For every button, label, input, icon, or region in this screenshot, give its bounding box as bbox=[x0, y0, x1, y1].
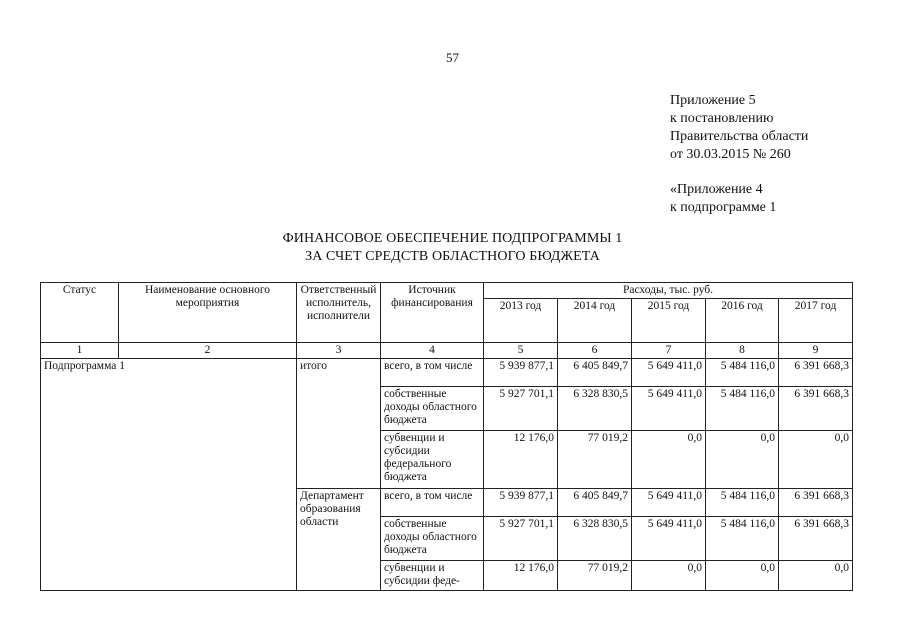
source-cell: всего, в том числе bbox=[381, 489, 484, 517]
page-number: 57 bbox=[446, 50, 459, 65]
value-cell: 5 649 411,0 bbox=[632, 387, 706, 431]
value-cell: 5 649 411,0 bbox=[632, 517, 706, 561]
value-cell: 0,0 bbox=[632, 431, 706, 489]
value-cell: 0,0 bbox=[706, 431, 779, 489]
table-row bbox=[41, 359, 853, 387]
appendix-reference-block bbox=[670, 181, 776, 217]
value-cell: 6 405 849,7 bbox=[558, 489, 632, 517]
value-cell: 5 939 877,1 bbox=[484, 489, 558, 517]
column-index: 5 bbox=[484, 343, 558, 359]
value-cell: 6 328 830,5 bbox=[558, 517, 632, 561]
value-cell: 5 484 116,0 bbox=[706, 359, 779, 387]
value-cell: 5 927 701,1 bbox=[484, 517, 558, 561]
header-name: Наименование основного мероприятия bbox=[119, 283, 297, 343]
appendix-line: к постановлению bbox=[670, 111, 774, 126]
executor-cell: Департамент образования области bbox=[297, 489, 381, 591]
value-cell: 6 391 668,3 bbox=[779, 359, 853, 387]
column-index: 9 bbox=[779, 343, 853, 359]
appendix-line: от 30.03.2015 № 260 bbox=[670, 147, 791, 162]
column-index: 6 bbox=[558, 343, 632, 359]
title-line: ЗА СЧЕТ СРЕДСТВ ОБЛАСТНОГО БЮДЖЕТА bbox=[305, 249, 600, 264]
value-cell: 0,0 bbox=[779, 431, 853, 489]
column-index: 1 bbox=[41, 343, 119, 359]
header-year: 2015 год bbox=[632, 299, 706, 343]
value-cell: 12 176,0 bbox=[484, 431, 558, 489]
source-cell: собственные доходы областного бюджета bbox=[381, 387, 484, 431]
source-cell: субвенции и субсидии федерального бюджета bbox=[381, 431, 484, 489]
header-year: 2016 год bbox=[706, 299, 779, 343]
column-index: 8 bbox=[706, 343, 779, 359]
value-cell: 0,0 bbox=[706, 561, 779, 591]
header-status: Статус bbox=[41, 283, 119, 343]
executor-cell: итого bbox=[297, 359, 381, 489]
header-expenses: Расходы, тыс. руб. bbox=[484, 283, 853, 299]
header-year: 2017 год bbox=[779, 299, 853, 343]
value-cell: 5 649 411,0 bbox=[632, 489, 706, 517]
column-index: 4 bbox=[381, 343, 484, 359]
appendix-line: Приложение 5 bbox=[670, 93, 756, 108]
column-index: 7 bbox=[632, 343, 706, 359]
title-line: ФИНАНСОВОЕ ОБЕСПЕЧЕНИЕ ПОДПРОГРАММЫ 1 bbox=[282, 231, 623, 246]
appendix-ref-line: «Приложение 4 bbox=[670, 182, 763, 197]
value-cell: 5 484 116,0 bbox=[706, 517, 779, 561]
header-row bbox=[41, 283, 853, 299]
value-cell: 6 405 849,7 bbox=[558, 359, 632, 387]
document-title bbox=[0, 230, 905, 266]
value-cell: 0,0 bbox=[632, 561, 706, 591]
header-year: 2013 год bbox=[484, 299, 558, 343]
appendix-ref-line: к подпрограмме 1 bbox=[670, 200, 777, 215]
source-cell: субвенции и субсидии феде- bbox=[381, 561, 484, 591]
value-cell: 77 019,2 bbox=[558, 561, 632, 591]
header-source: Источник финансирования bbox=[381, 283, 484, 343]
value-cell: 5 484 116,0 bbox=[706, 387, 779, 431]
value-cell: 77 019,2 bbox=[558, 431, 632, 489]
value-cell: 0,0 bbox=[779, 561, 853, 591]
header-year: 2014 год bbox=[558, 299, 632, 343]
value-cell: 6 391 668,3 bbox=[779, 387, 853, 431]
budget-table bbox=[40, 282, 853, 591]
source-cell: собственные доходы областного бюджета bbox=[381, 517, 484, 561]
value-cell: 12 176,0 bbox=[484, 561, 558, 591]
appendix-block bbox=[670, 92, 808, 164]
column-index: 2 bbox=[119, 343, 297, 359]
column-index: 3 bbox=[297, 343, 381, 359]
source-cell: всего, в том числе bbox=[381, 359, 484, 387]
value-cell: 5 649 411,0 bbox=[632, 359, 706, 387]
value-cell: 6 391 668,3 bbox=[779, 517, 853, 561]
appendix-line: Правительства области bbox=[670, 129, 809, 144]
status-cell: Подпрограмма 1 bbox=[41, 359, 297, 591]
value-cell: 6 328 830,5 bbox=[558, 387, 632, 431]
column-index-row bbox=[41, 343, 853, 359]
value-cell: 5 939 877,1 bbox=[484, 359, 558, 387]
value-cell: 5 927 701,1 bbox=[484, 387, 558, 431]
value-cell: 5 484 116,0 bbox=[706, 489, 779, 517]
value-cell: 6 391 668,3 bbox=[779, 489, 853, 517]
header-executor: Ответственный исполнитель, исполнители bbox=[297, 283, 381, 343]
